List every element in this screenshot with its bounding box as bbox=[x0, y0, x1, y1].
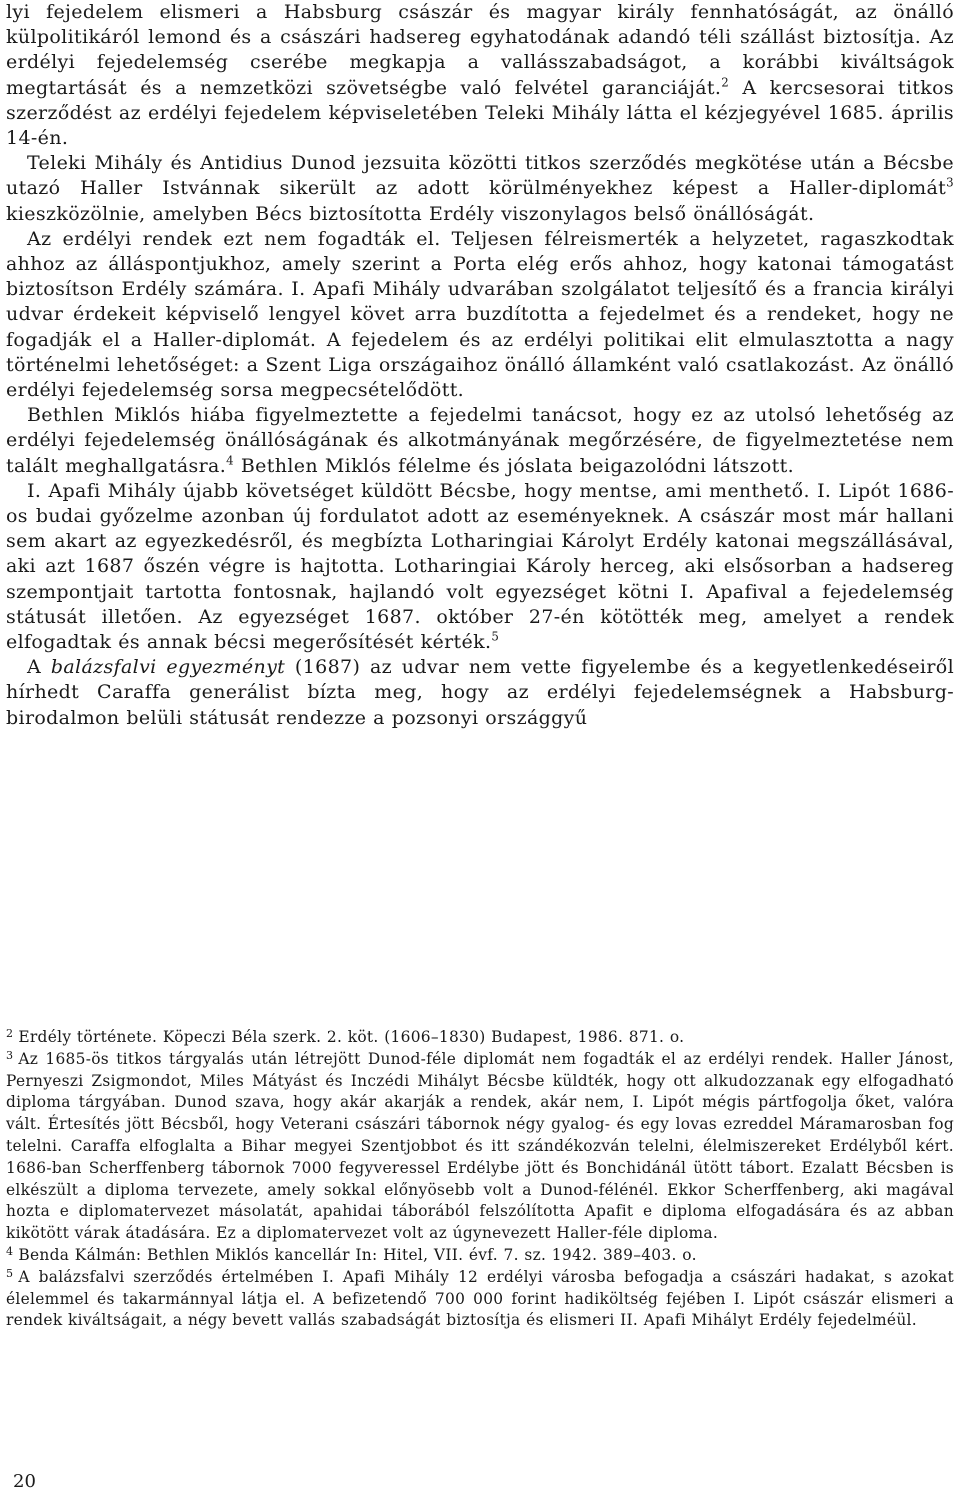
paragraph-6-text-b: (1687) az udvar nem vette figyelembe és a kegyetlenkedéseiről hírhedt Caraffa generálist bízta meg, hogy az erdélyi fejedelemségnek a Habsburg-birodalmon belüli státusát rendezze a pozsonyi országgyű bbox=[6, 656, 954, 729]
footnote-ref-2[interactable]: 2 bbox=[721, 74, 730, 89]
paragraph-6 bbox=[6, 655, 954, 731]
paragraph-1-text-a: lyi fejedelem elismeri a Habsburg császár és magyar király fennhatóságát, az önálló külpolitikáról lemond és a császári hadsereg egyhatodának adandó téli szállást biztosítja. Az erdélyi fejedelemség cserébe megkapja a vallásszabadságot, a korábbi kiváltságok megtartását és a nemzetközi szövetségbe való felvétel garanciáját. bbox=[6, 1, 954, 99]
footnote-2 bbox=[6, 1027, 954, 1049]
footnote-text: A balázsfalvi szerződés értelmében I. Apafi Mihály 12 erdélyi városba befogadja a császári hadakat, s azokat élelemmel és takarmánnyal látja el. A befizetendő 700 000 forint hadiköltség fejében I. Lipót császár elismeri a rendek kiváltságait, a négy bevett vallás szabadságát biztosítja és elismeri II. Apafi Mihályt Erdély fejedelméül. bbox=[6, 1267, 954, 1330]
paragraph-2 bbox=[6, 151, 954, 227]
footnote-4 bbox=[6, 1245, 954, 1267]
footnote-ref-4[interactable]: 4 bbox=[226, 453, 234, 467]
paragraph-4-text-a: Bethlen Miklós hiába figyelmeztette a fejedelmi tanácsot, hogy ez az utolsó lehetőség az erdélyi fejedelemség önállóságának és alkotmányának megőrzésére, de figyelmeztetése nem talált meghallgatásra. bbox=[6, 404, 954, 477]
paragraph-6-emphasis: balázsfalvi egyezményt bbox=[50, 656, 286, 679]
paragraph-3 bbox=[6, 227, 954, 403]
paragraph-6-text-a: A bbox=[27, 656, 51, 679]
footnote-number: 2 bbox=[6, 1027, 14, 1041]
footnote-5 bbox=[6, 1267, 954, 1332]
footnote-number: 3 bbox=[6, 1048, 14, 1062]
paragraph-5-text: I. Apafi Mihály újabb követséget küldött Bécsbe, hogy mentse, ami menthető. I. Lipót 1686-os budai győzelme azonban új fordulatot adott az eseményeknek. A császár most már hallani sem akart az egyezkedésről, és megbízta Lotharingiai Károlyt Erdély katonai megszállásával, aki azt 1687 őszén végre is hajtotta. Lotharingiai Károly herceg, aki elsősorban a hadsereg szempontjait tartotta fontosnak, hajlandó volt egyezséget kötni I. Apafival a fejedelemség státusát illetően. Az egyezséget 1687. október 27-én kötötték meg, amelyet a rendek elfogadtak és annak bécsi megerősítését kérték. bbox=[6, 479, 954, 654]
footnote-3 bbox=[6, 1049, 954, 1245]
paragraph-2-text-b: kieszközölnie, amelyben Bécs biztosította Erdély viszonylagos belső önállóságát. bbox=[6, 202, 815, 225]
footnote-text: Benda Kálmán: Bethlen Miklós kancellár In: Hitel, VII. évf. 7. sz. 1942. 389–403. o. bbox=[18, 1245, 697, 1264]
page-number: 20 bbox=[13, 1471, 36, 1492]
footnote-number: 5 bbox=[6, 1266, 14, 1280]
document-page bbox=[6, 0, 954, 1504]
footnote-text: Erdély története. Köpeczi Béla szerk. 2. köt. (1606–1830) Budapest, 1986. 871. o. bbox=[18, 1028, 685, 1046]
paragraph-2-text-a: Teleki Mihály és Antidius Dunod jezsuita közötti titkos szerződés megkötése után a Bécsbe utazó Haller Istvánnak sikerült az adott körülményekhez képest a Haller-diplomát bbox=[6, 152, 954, 200]
footnotes-section bbox=[6, 1027, 954, 1332]
paragraph-4-text-b: Bethlen Miklós félelme és jóslata beigazolódni látszott. bbox=[233, 454, 794, 477]
paragraph-5 bbox=[6, 479, 954, 655]
footnote-text: Az 1685-ös titkos tárgyalás után létrejött Dunod-féle diplomát nem fogadták el az erdélyi rendek. Haller Jánost, Pernyeszi Zsigmondot, Miles Mátyást és Inczédi Mihályt Bécsbe küldték, hogy ott alkudozzanak egy elfogadható diploma tárgyában. Dunod szava, hogy akár akarják a rendek, akár nem, I. Lipót mégis pártfogolja őket, valóra vált. Értesítés jött Bécsből, hogy Veterani császári tábornok négy gyalog- és egy lovas ezreddel Máramarosban fog telelni. Caraffa elfoglalta a Bihar megyei Szentjobbot és itt szándékozván telelni, élelmiszereket Erdélyből kért. 1686-ban Scherffenberg tábornok 7000 fegyveressel Erdélybe jött és Bonchidánál ütött tábort. Ezalatt Bécsben is elkészült a diploma tervezete, amely sokkal előnyösebb volt a Dunod-félénél. Ekkor Scherffenberg, aki magával hozta e diplomatervezet másolatát, apahidai táborából felszólította Apafit e diploma elfogadására és az abban kikötött várak átadására. Ez a diplomatervezet volt az úgynevezett Haller-féle diploma. bbox=[6, 1049, 954, 1243]
footnote-ref-3[interactable]: 3 bbox=[946, 175, 954, 190]
paragraph-1 bbox=[6, 0, 954, 151]
paragraph-4 bbox=[6, 403, 954, 479]
main-text bbox=[6, 0, 954, 731]
footnote-number: 4 bbox=[6, 1244, 14, 1258]
footnote-ref-5[interactable]: 5 bbox=[491, 629, 500, 644]
paragraph-3-text: Az erdélyi rendek ezt nem fogadták el. Teljesen félreismerték a helyzetet, ragaszkodtak ahhoz az álláspontjukhoz, amely szerint a Porta elég erős ahhoz, hogy katonai támogatást biztosítson Erdély számára. I. Apafi Mihály udvarában szolgálatot teljesítő és a francia királyi udvar érdekeit képviselő lengyel követ arra buzdította a fejedelmet és a rendeket, hogy ne fogadják el a Haller-diplomát. A fejedelem és az erdélyi politikai elit elmulasztotta a nagy történelmi lehetőséget: a Szent Liga országaihoz önálló államként való csatlakozást. Az önálló erdélyi fejedelemség sorsa megpecsételődött. bbox=[6, 227, 954, 402]
paragraph-1-text-b: A kercsesorai titkos szerződést az erdélyi fejedelem képviseletében Teleki Mihály látta el kézjegyével 1685. április 14-én. bbox=[6, 76, 954, 150]
